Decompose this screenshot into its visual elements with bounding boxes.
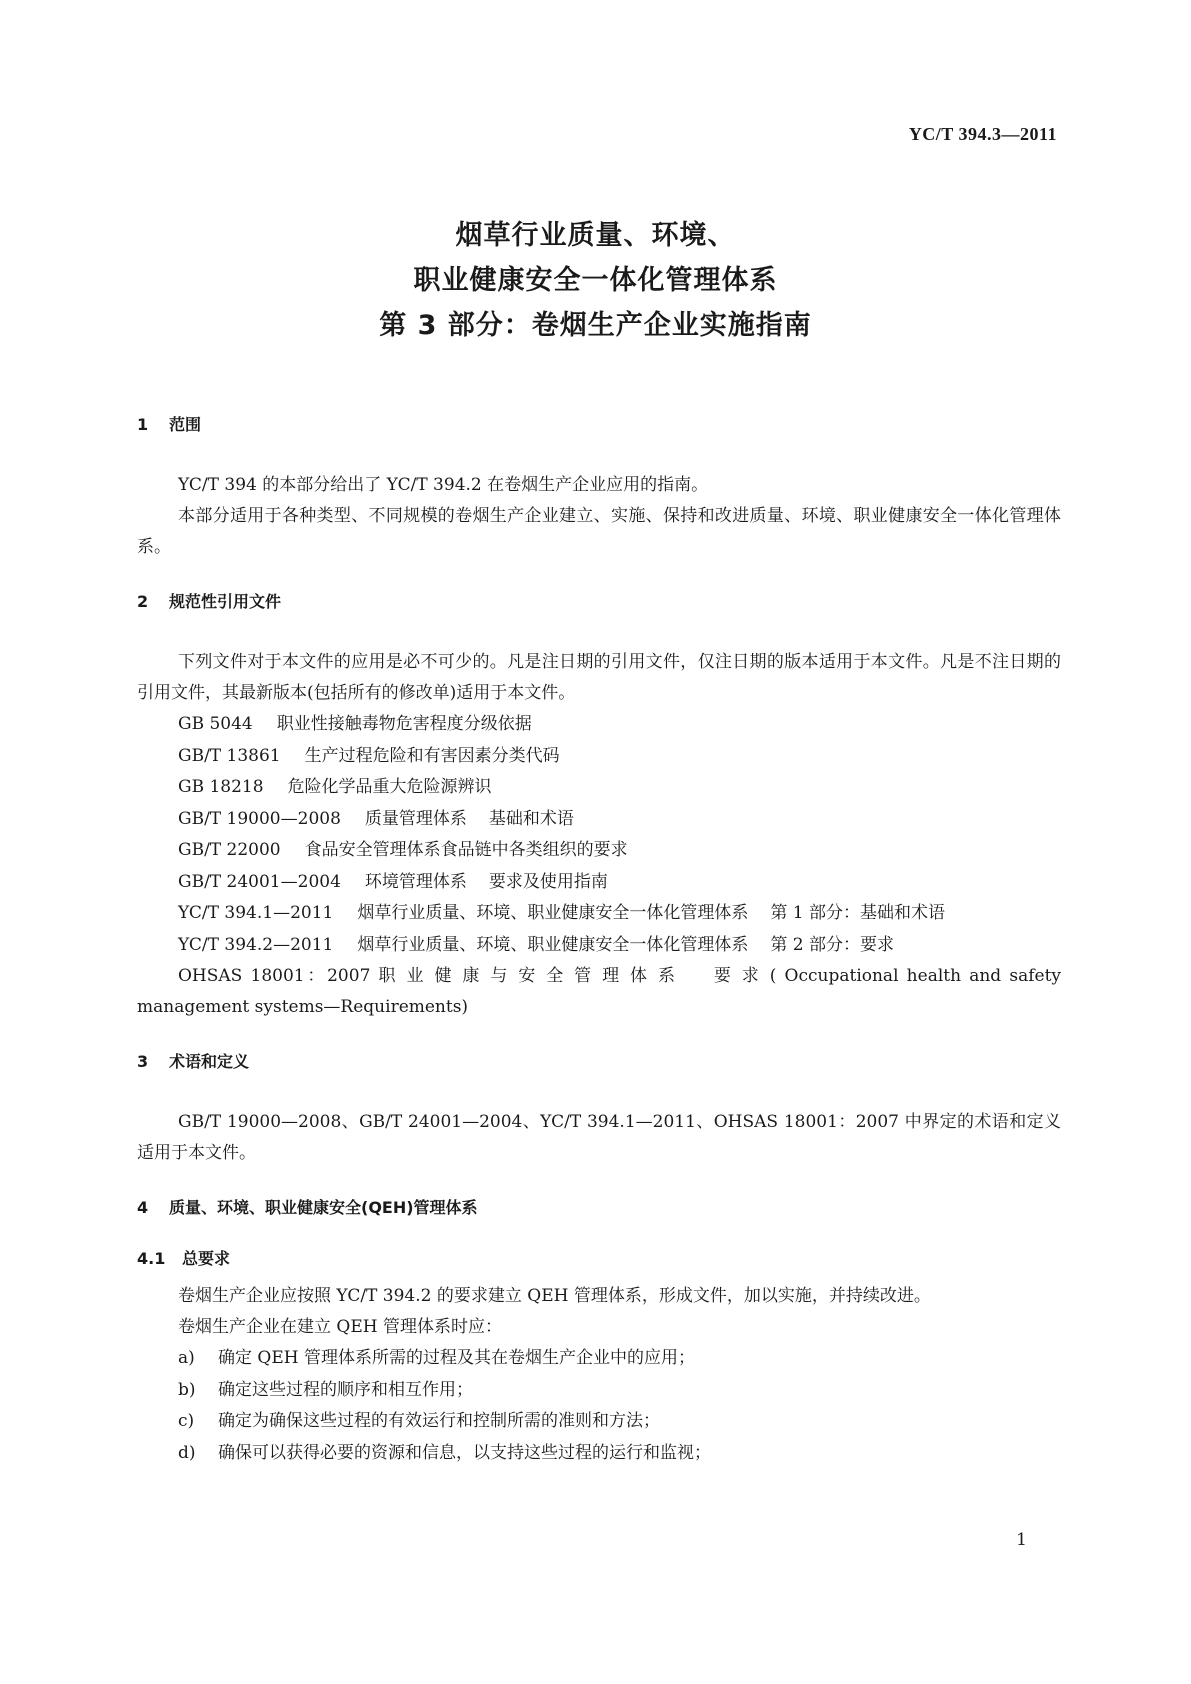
section-number: 1 — [137, 415, 149, 434]
section-number: 3 — [137, 1052, 149, 1071]
page-number: 1 — [1016, 1530, 1027, 1550]
reference-item: YC/T 394.1—2011 烟草行业质量、环境、职业健康安全一体化管理体系 第 1 部分：基础和术语 — [178, 903, 945, 923]
reference-item: GB 18218 危险化学品重大危险源辨识 — [178, 777, 492, 797]
section-title: 规范性引用文件 — [169, 592, 282, 611]
reference-item: YC/T 394.2—2011 烟草行业质量、环境、职业健康安全一体化管理体系 第 2 部分：要求 — [178, 934, 894, 955]
list-item: b) 确定这些过程的顺序和相互作用； — [178, 1379, 473, 1400]
section-title: 范围 — [169, 415, 202, 434]
paragraph: 卷烟生产企业在建立 QEH 管理体系时应： — [178, 1317, 502, 1337]
paragraph: 下列文件对于本文件的应用是必不可少的。凡是注日期的引用文件，仅注日期的版本适用于本文件。凡是不注日期的引用文件，其最新版本(包括所有的修改单)适用于本文件。 — [137, 652, 1061, 703]
section-title: 术语和定义 — [169, 1052, 250, 1071]
paragraph: YC/T 394 的本部分给出了 YC/T 394.2 在卷烟生产企业应用的指南。 — [178, 475, 709, 495]
reference-item: GB/T 19000—2008 质量管理体系 基础和术语 — [178, 808, 574, 829]
standard-code: YC/T 394.3—2011 — [908, 124, 1057, 144]
section-title: 质量、环境、职业健康安全(QEH)管理体系 — [169, 1198, 478, 1217]
reference-item-ohsas-line-1: OHSAS 18001：2007 职 业 健 康 与 安 全 管 理 体 系 要 求 ( Occupational health and safety — [178, 966, 1061, 986]
list-item: c) 确定为确保这些过程的有效运行和控制所需的准则和方法； — [178, 1411, 660, 1431]
title-line-1: 烟草行业质量、环境、 — [455, 220, 736, 251]
document-title — [0, 213, 1191, 348]
subsection-number: 4.1 — [137, 1249, 166, 1268]
paragraph: 卷烟生产企业应按照 YC/T 394.2 的要求建立 QEH 管理体系，形成文件，加以实施，并持续改进。 — [178, 1286, 931, 1306]
paragraph: 本部分适用于各种类型、不同规模的卷烟生产企业建立、实施、保持和改进质量、环境、职业健康安全一体化管理体系。 — [137, 506, 1061, 557]
paragraph: GB/T 19000—2008、GB/T 24001—2004、YC/T 394.1—2011、OHSAS 18001：2007 中界定的术语和定义适用于本文件。 — [137, 1112, 1061, 1163]
document-body — [137, 413, 1061, 1469]
reference-item: GB 5044 职业性接触毒物危害程度分级依据 — [178, 714, 532, 734]
reference-item: GB/T 24001—2004 环境管理体系 要求及使用指南 — [178, 871, 608, 892]
subsection-title: 总要求 — [182, 1249, 231, 1268]
reference-item: GB/T 13861 生产过程危险和有害因素分类代码 — [178, 745, 560, 766]
section-heading-terms — [137, 1050, 1061, 1074]
title-line-3: 第 3 部分：卷烟生产企业实施指南 — [379, 310, 812, 341]
section-heading-qeh-system — [137, 1196, 1061, 1220]
list-item: a) 确定 QEH 管理体系所需的过程及其在卷烟生产企业中的应用； — [178, 1348, 695, 1368]
section-heading-scope — [137, 413, 1061, 437]
title-line-2: 职业健康安全一体化管理体系 — [413, 265, 778, 296]
section-number: 4 — [137, 1198, 149, 1217]
subsection-heading-general-requirements — [137, 1247, 1061, 1271]
section-heading-normative-references — [137, 590, 1061, 614]
reference-item-ohsas-line-2: management systems—Requirements) — [137, 997, 469, 1017]
list-item: d) 确保可以获得必要的资源和信息，以支持这些过程的运行和监视； — [178, 1442, 711, 1463]
reference-item: GB/T 22000 食品安全管理体系食品链中各类组织的要求 — [178, 840, 628, 860]
section-number: 2 — [137, 592, 149, 611]
